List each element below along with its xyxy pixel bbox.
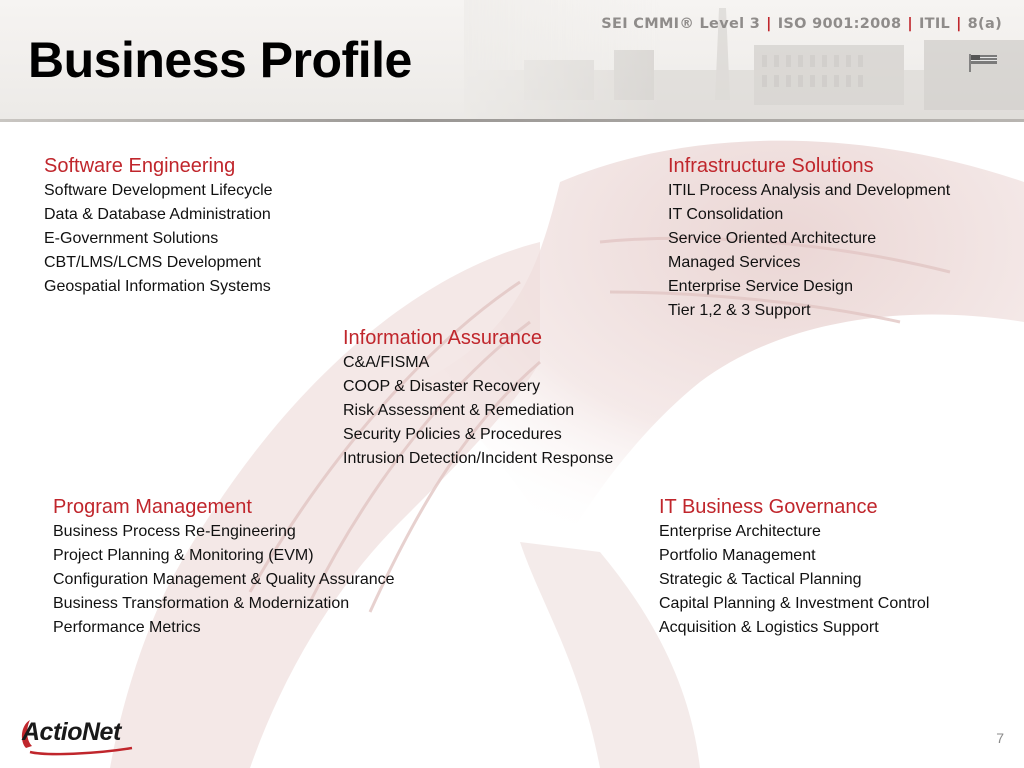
item-list: [668, 179, 950, 323]
list-item: C&A/FISMA: [343, 354, 430, 371]
certifications-line: SEI CMMI® Level 3 | ISO 9001:2008 | ITIL | 8(a): [601, 16, 1002, 32]
list-item: Portfolio Management: [659, 547, 816, 564]
section-heading: Software Engineering: [44, 155, 236, 177]
list-item: Enterprise Service Design: [668, 278, 853, 295]
section-heading: Infrastructure Solutions: [668, 155, 874, 177]
logo-text: ActioNet: [22, 718, 121, 746]
list-item: Data & Database Administration: [44, 206, 271, 223]
certification-8a: 8(a): [967, 16, 1002, 32]
page-title: Business Profile: [28, 32, 412, 88]
section-software-engineering: [44, 153, 273, 299]
section-it-business-governance: [659, 494, 929, 640]
list-item: Tier 1,2 & 3 Support: [668, 302, 811, 319]
list-item: CBT/LMS/LCMS Development: [44, 254, 261, 271]
list-item: Project Planning & Monitoring (EVM): [53, 547, 314, 564]
certification-iso: ISO 9001:2008: [777, 16, 902, 32]
section-infrastructure-solutions: [668, 153, 950, 323]
list-item: Service Oriented Architecture: [668, 230, 877, 247]
list-item: COOP & Disaster Recovery: [343, 378, 541, 395]
list-item: ITIL Process Analysis and Development: [668, 182, 951, 199]
list-item: Geospatial Information Systems: [44, 278, 271, 295]
item-list: [53, 520, 395, 640]
list-item: Software Development Lifecycle: [44, 182, 273, 199]
list-item: Configuration Management & Quality Assurance: [53, 571, 395, 588]
list-item: Risk Assessment & Remediation: [343, 402, 575, 419]
section-program-management: [53, 494, 395, 640]
list-item: Capital Planning & Investment Control: [659, 595, 930, 612]
certification-cmmi: SEI CMMI® Level 3: [601, 16, 761, 32]
list-item: Managed Services: [668, 254, 801, 271]
list-item: Security Policies & Procedures: [343, 426, 562, 443]
list-item: Performance Metrics: [53, 619, 201, 636]
list-item: Enterprise Architecture: [659, 523, 821, 540]
list-item: Acquisition & Logistics Support: [659, 619, 879, 636]
item-list: [44, 179, 273, 299]
list-item: Strategic & Tactical Planning: [659, 571, 862, 588]
item-list: [343, 351, 613, 471]
section-information-assurance: [343, 325, 613, 471]
certification-itil: ITIL: [918, 16, 951, 32]
list-item: E-Government Solutions: [44, 230, 219, 247]
list-item: Intrusion Detection/Incident Response: [343, 450, 614, 467]
section-heading: IT Business Governance: [659, 496, 878, 518]
list-item: IT Consolidation: [668, 206, 784, 223]
page-number: 7: [996, 730, 1004, 746]
item-list: [659, 520, 929, 640]
list-item: Business Process Re-Engineering: [53, 523, 296, 540]
list-item: Business Transformation & Modernization: [53, 595, 350, 612]
section-heading: Information Assurance: [343, 327, 542, 349]
flag-icon: [968, 52, 1000, 72]
section-heading: Program Management: [53, 496, 252, 518]
